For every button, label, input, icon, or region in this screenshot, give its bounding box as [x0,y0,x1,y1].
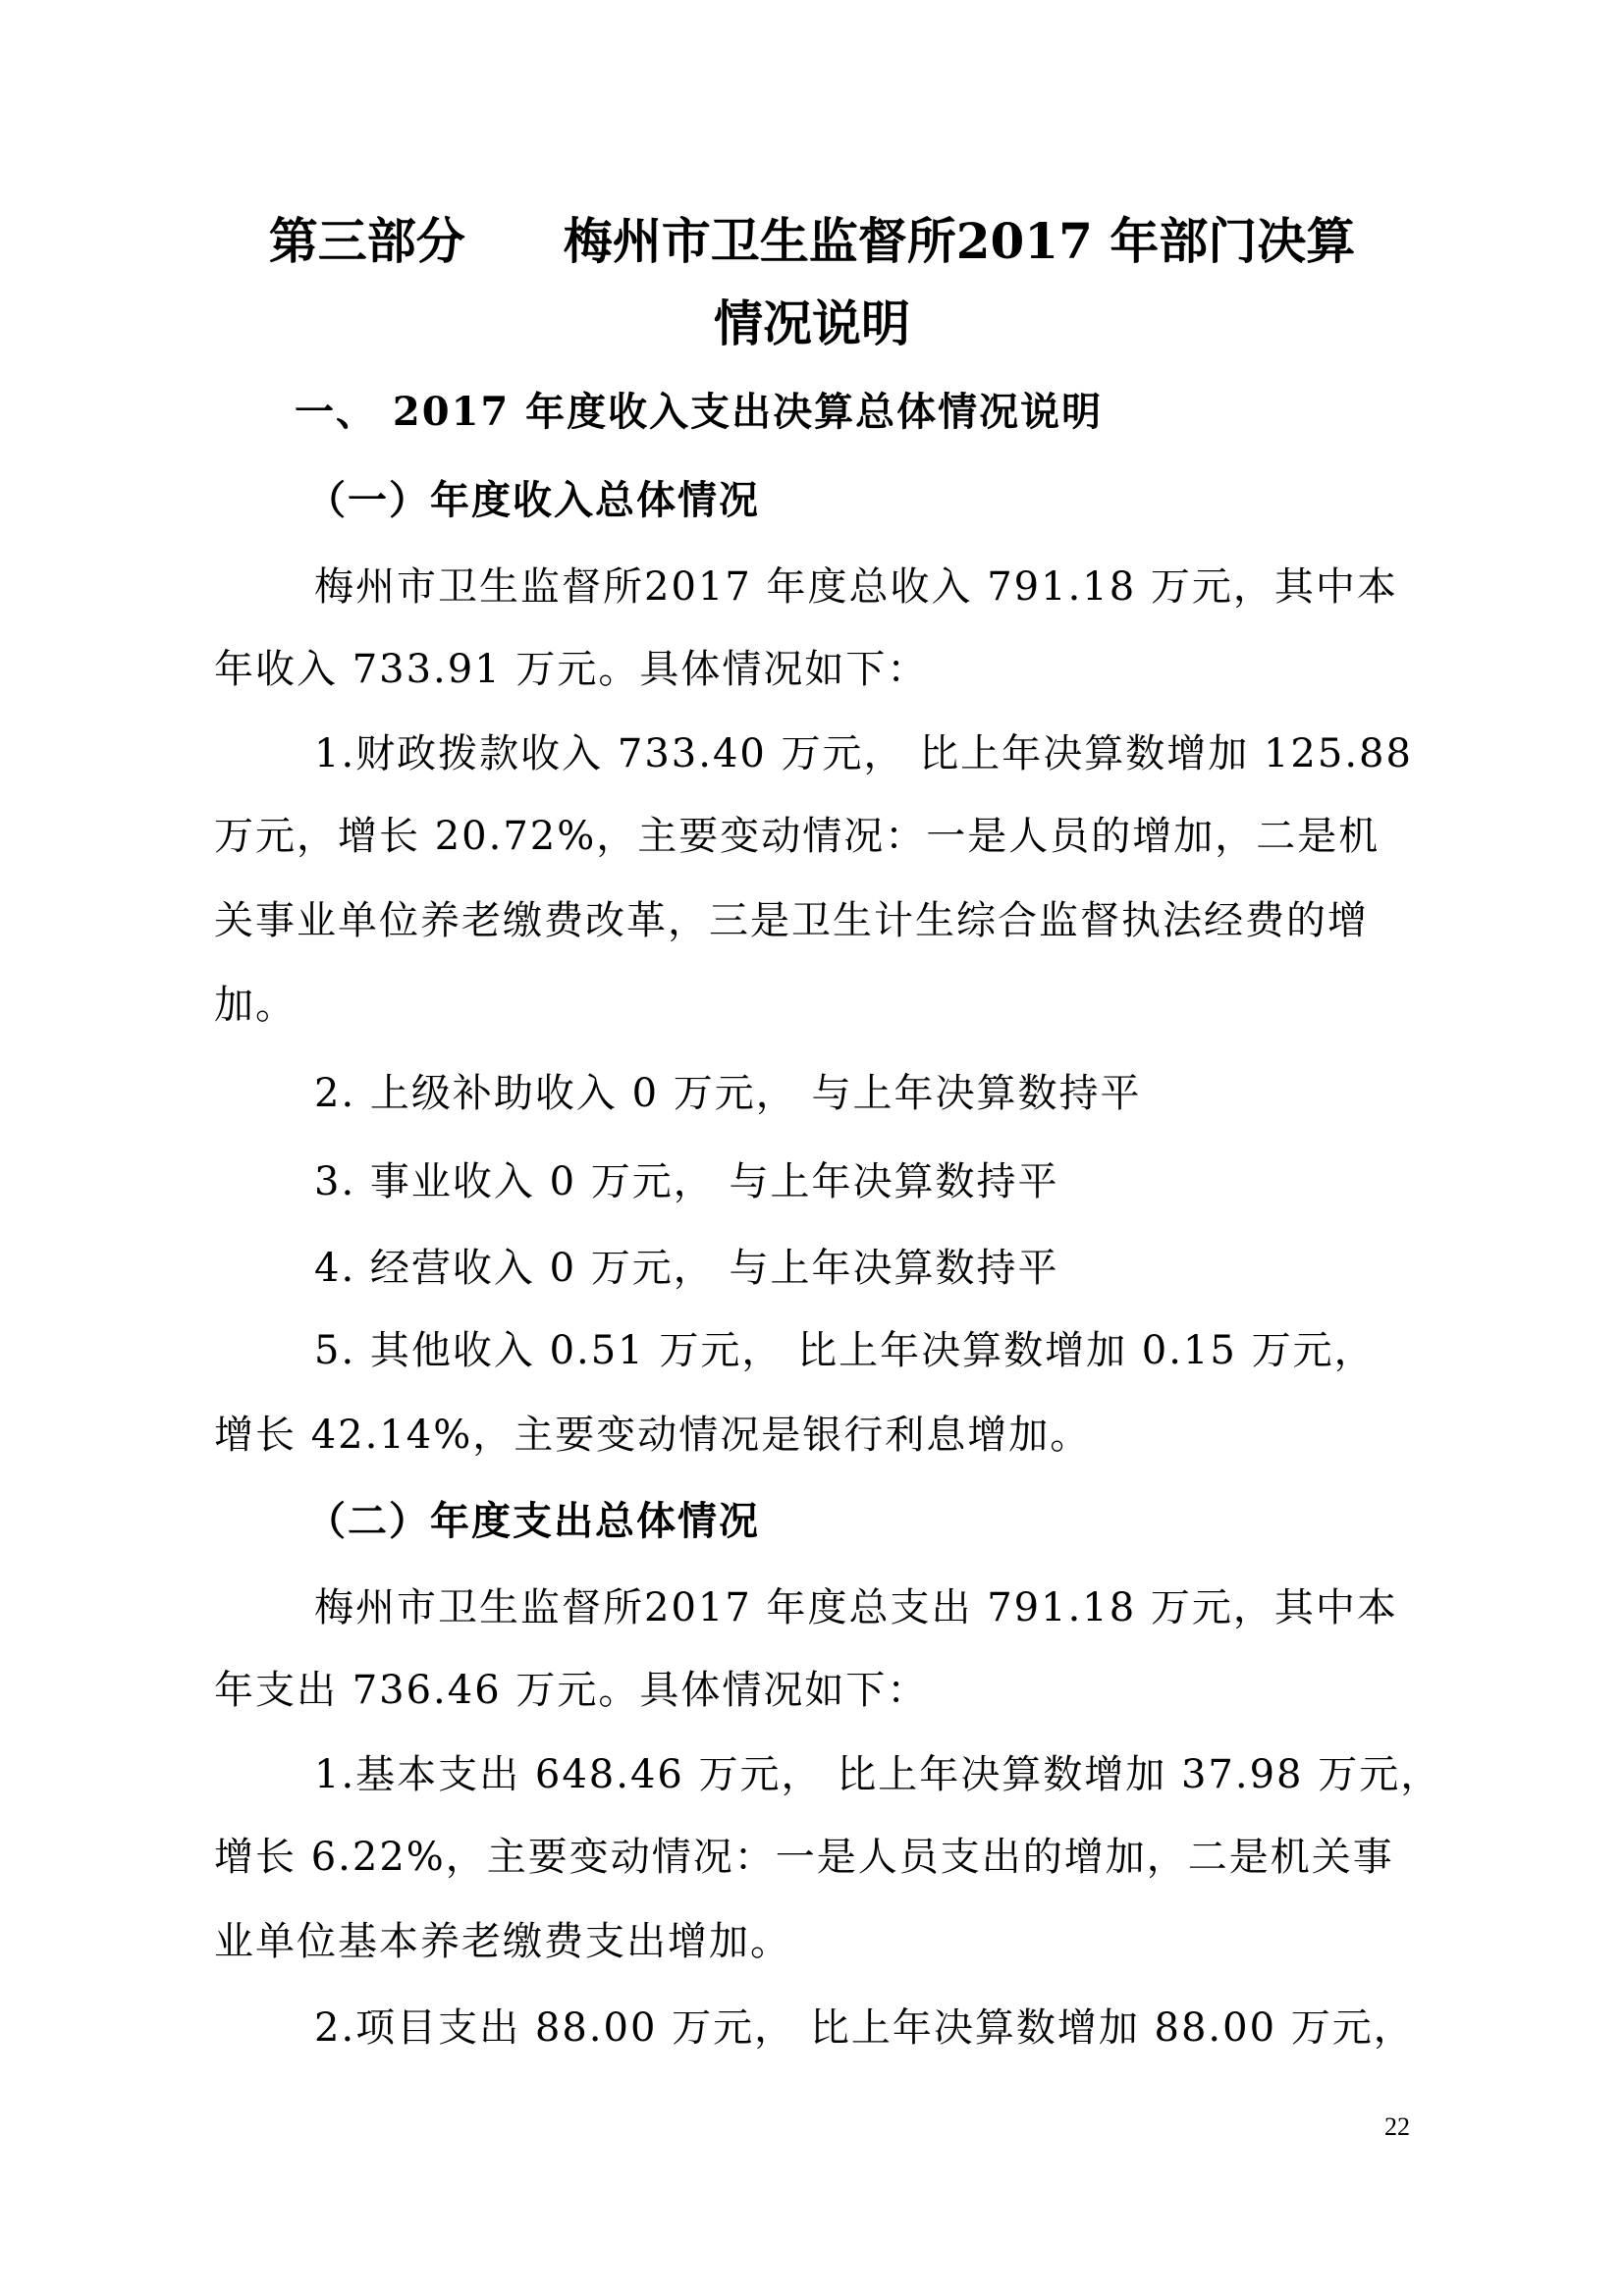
income-item-1-line-3: 关事业单位养老缴费改革，三是卫生计生综合监督执法经费的增 [214,898,1369,943]
subsection-heading-income: （一）年度收入总体情况 [306,477,760,523]
title-part-label: 第三部分 [268,212,465,270]
document-title-line-2: 情况说明 [714,294,910,352]
expense-item-1-line-1: 1.基本支出 648.46 万元， 比上年决算数增加 37.98 万元， [314,1752,1442,1797]
income-intro-line-1: 梅州市卫生监督所2017 年度总收入 791.18 万元，其中本 [314,564,1398,610]
expense-item-1-line-2: 增长 6.22%，主要变动情况：一是人员支出的增加，二是机关事 [214,1835,1394,1880]
page-number: 22 [1384,2112,1410,2141]
income-item-1-line-2: 万元，增长 20.72%，主要变动情况：一是人员的增加，二是机 [214,814,1380,859]
income-item-4: 4. 经营收入 0 万元， 与上年决算数持平 [314,1246,1059,1291]
section-heading-1: 一、 2017 年度收入支出决算总体情况说明 [295,389,1104,435]
subsection-heading-expense: （二）年度支出总体情况 [306,1498,760,1544]
income-item-2: 2. 上级补助收入 0 万元， 与上年决算数持平 [314,1071,1142,1116]
income-intro-line-2: 年收入 733.91 万元。具体情况如下： [214,647,929,692]
income-item-1-line-1: 1.财政拨款收入 733.40 万元， 比上年决算数增加 125.88 [314,731,1413,776]
income-item-5-line-1: 5. 其他收入 0.51 万元， 比上年决算数增加 0.15 万元， [314,1328,1376,1373]
expense-intro-line-2: 年支出 736.46 万元。具体情况如下： [214,1668,929,1713]
income-item-5-line-2: 增长 42.14%，主要变动情况是银行利息增加。 [214,1413,1092,1458]
expense-item-1-line-3: 业单位基本养老缴费支出增加。 [214,1919,791,1964]
title-main-text: 梅州市卫生监督所2017 年部门决算 [563,212,1356,270]
income-item-1-line-4: 加。 [214,983,297,1028]
document-title-line-1 [0,212,1624,271]
expense-intro-line-1: 梅州市卫生监督所2017 年度总支出 791.18 万元，其中本 [314,1585,1398,1630]
income-item-3: 3. 事业收入 0 万元， 与上年决算数持平 [314,1159,1059,1204]
expense-item-2-line-1: 2.项目支出 88.00 万元， 比上年决算数增加 88.00 万元， [314,2005,1415,2051]
